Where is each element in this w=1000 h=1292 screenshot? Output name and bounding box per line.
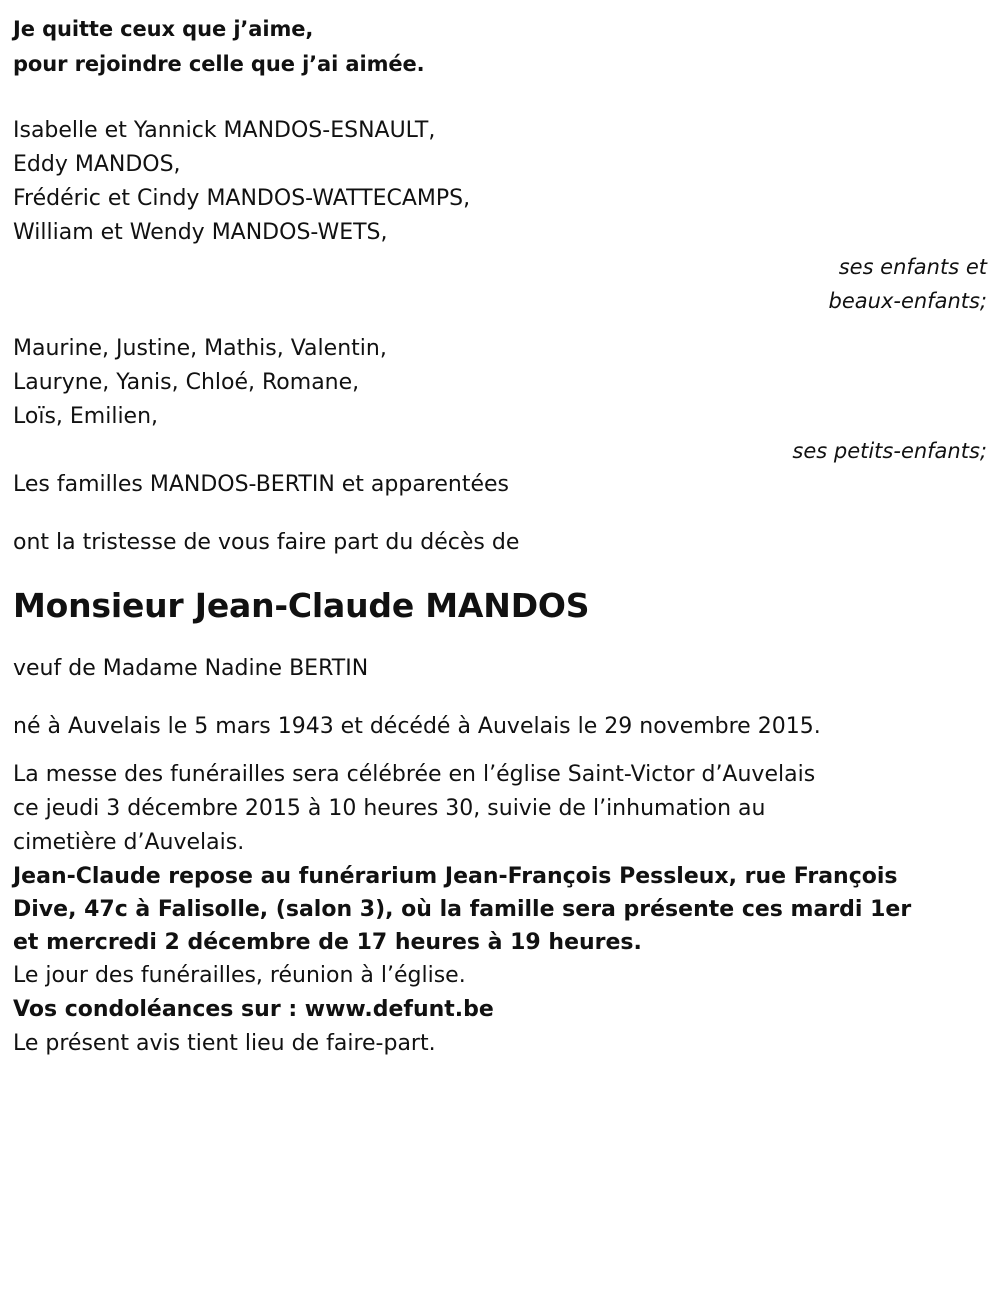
children-role-line-2: beaux-enfants; — [828, 289, 987, 313]
epigraph-line-1: Je quitte ceux que j’aime, — [13, 17, 314, 41]
birth-death-line: né à Auvelais le 5 mars 1943 et décédé à Auvelais le 29 novembre 2015. — [13, 714, 821, 739]
children-line: Isabelle et Yannick MANDOS-ESNAULT, — [13, 118, 436, 143]
children-line: Frédéric et Cindy MANDOS-WATTECAMPS, — [13, 186, 471, 211]
condolences-line: Vos condoléances sur : www.defunt.be — [13, 997, 494, 1022]
children-role-line-1: ses enfants et — [838, 255, 987, 279]
spacer — [13, 502, 992, 526]
ceremony-line: ce jeudi 3 décembre 2015 à 10 heures 30, suivie de l’inhumation au — [13, 796, 766, 821]
spacer — [13, 744, 992, 758]
ceremony-line: La messe des funérailles sera célébrée en l’église Saint-Victor d’Auvelais — [13, 762, 816, 787]
children-line: William et Wendy MANDOS-WETS, — [13, 220, 388, 245]
grandchildren-line: Lauryne, Yanis, Chloé, Romane, — [13, 370, 360, 395]
ceremony-line: cimetière d’Auvelais. — [13, 830, 245, 855]
grandchildren-line: Maurine, Justine, Mathis, Valentin, — [13, 336, 387, 361]
grandchildren-block — [13, 332, 992, 468]
epigraph-line-2: pour rejoindre celle que j’ai aimée. — [13, 52, 425, 76]
families-line: Les familles MANDOS-BERTIN et apparentées — [13, 472, 510, 497]
grandchildren-role: ses petits-enfants; — [792, 439, 987, 463]
spacer — [13, 318, 992, 332]
spacer — [13, 82, 992, 114]
funerarium-line: et mercredi 2 décembre de 17 heures à 19 heures. — [13, 930, 642, 955]
epigraph — [13, 12, 992, 82]
spouse-status-line: veuf de Madame Nadine BERTIN — [13, 656, 369, 681]
spacer — [13, 628, 992, 652]
spacer — [13, 560, 992, 584]
funerarium-line: Jean-Claude repose au funérarium Jean-François Pessleux, rue François — [13, 864, 898, 889]
notice-line: Le présent avis tient lieu de faire-part. — [13, 1031, 436, 1056]
children-block — [13, 114, 992, 318]
reunion-line: Le jour des funérailles, réunion à l’église. — [13, 963, 466, 988]
spacer — [13, 686, 992, 710]
announcement-line: ont la tristesse de vous faire part du décès de — [13, 530, 520, 555]
grandchildren-line: Loïs, Emilien, — [13, 404, 159, 429]
children-line: Eddy MANDOS, — [13, 152, 181, 177]
deceased-name: Monsieur Jean-Claude MANDOS — [13, 586, 590, 625]
funerarium-paragraph — [13, 860, 992, 959]
funerarium-line: Dive, 47c à Falisolle, (salon 3), où la famille sera présente ces mardi 1er — [13, 897, 912, 922]
ceremony-paragraph — [13, 758, 992, 860]
